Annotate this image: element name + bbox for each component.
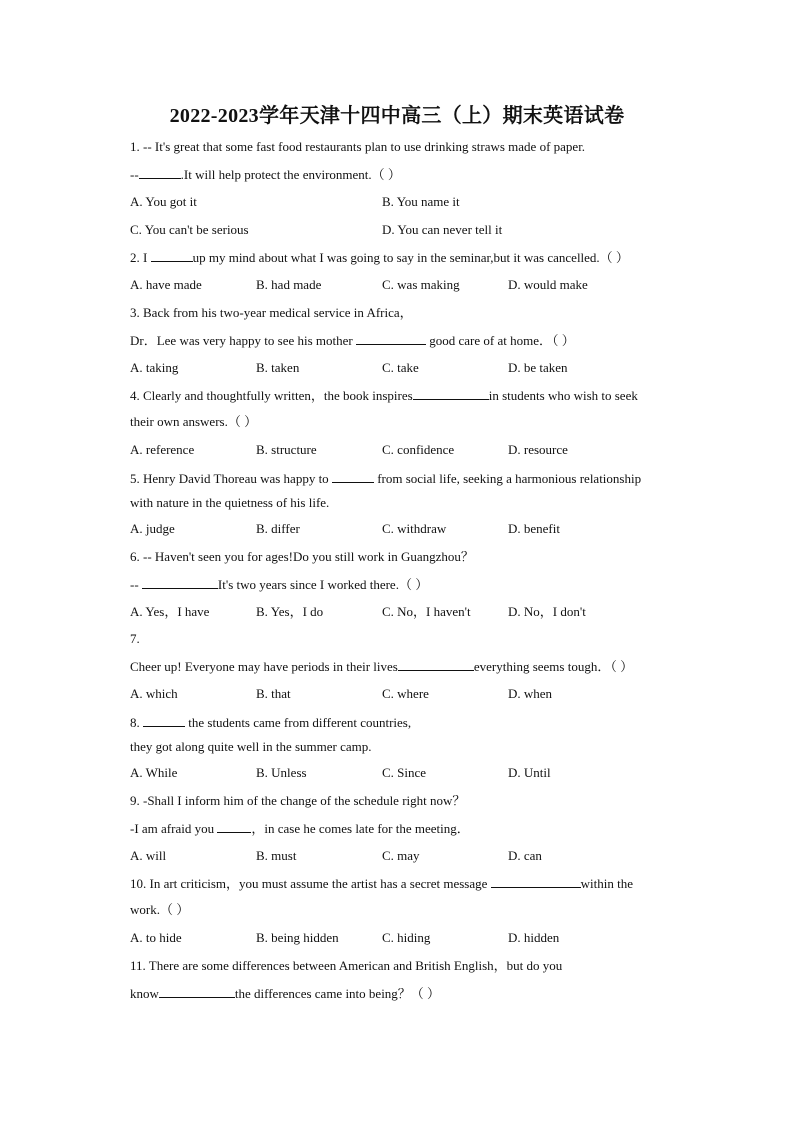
q6-stem-line2: -- It's two years since I worked there.（ ） — [130, 577, 429, 592]
q2-option-b: B. had made — [256, 277, 322, 292]
q7-option-a: A. which — [130, 686, 178, 701]
q5-option-c: C. withdraw — [382, 521, 447, 536]
answer-blank — [398, 658, 474, 671]
q10-option-c: C. hiding — [382, 930, 431, 945]
page-title: 2022-2023学年天津十四中高三（上）期末英语试卷 — [169, 105, 625, 127]
q4-option-d: D. resource — [508, 442, 568, 457]
answer-blank — [332, 470, 374, 483]
answer-blank — [491, 875, 581, 888]
q4-option-c: C. confidence — [382, 442, 455, 457]
q7-stem: Cheer up! Everyone may have periods in their lives everything seems tough．（ ） — [130, 659, 634, 674]
q10-stem-line1: 10. In art criticism，you must assume the artist has a secret message within the — [130, 876, 634, 891]
q8-stem-line2: they got along quite well in the summer camp. — [130, 739, 372, 754]
q9-option-c: C. may — [382, 848, 420, 863]
q9-stem-line1: 9. -Shall I inform him of the change of the schedule right now？ — [130, 793, 466, 808]
q7-option-d: D. when — [508, 686, 553, 701]
q4-stem-line1: 4. Clearly and thoughtfully written，the book inspires in students who wish to seek — [130, 388, 638, 403]
q6-stem-line1: 6. -- Haven't seen you for ages!Do you still work in Guangzhou？ — [130, 549, 474, 564]
q5-stem-line2: with nature in the quietness of his life. — [130, 495, 330, 510]
q7-option-b: B. that — [256, 686, 291, 701]
answer-blank — [159, 985, 235, 998]
q7-option-c: C. where — [382, 686, 429, 701]
q9-option-d: D. can — [508, 848, 542, 863]
q4-stem-line2: their own answers.（ ） — [130, 414, 258, 429]
q2-option-c: C. was making — [382, 277, 460, 292]
answer-blank — [217, 820, 251, 833]
answer-blank — [151, 249, 193, 262]
q2-stem: 2. I up my mind about what I was going to say in the seminar,but it was cancelled.（ ） — [130, 250, 629, 265]
q1-stem-line2: -- .It will help protect the environment.（ ） — [130, 167, 401, 182]
q9-option-b: B. must — [256, 848, 297, 863]
q3-option-a: A. taking — [130, 360, 179, 375]
q6-option-a: A. Yes，I have — [130, 604, 210, 619]
q6-option-b: B. Yes，I do — [256, 604, 324, 619]
q1-option-c: C. You can't be serious — [130, 222, 249, 237]
q11-stem-line2: know the differences came into being？（ ） — [130, 986, 441, 1001]
q8-option-b: B. Unless — [256, 765, 307, 780]
q1-option-d: D. You can never tell it — [382, 222, 503, 237]
q2-option-a: A. have made — [130, 277, 202, 292]
q6-option-d: D. No，I don't — [508, 604, 586, 619]
q7-number: 7. — [130, 631, 140, 646]
q3-stem-line2: Dr．Lee was very happy to see his mother good care of at home．（ ） — [130, 333, 575, 348]
q3-stem-line1: 3. Back from his two-year medical service in Africa， — [130, 305, 413, 320]
q2-option-d: D. would make — [508, 277, 588, 292]
q1-option-a: A. You got it — [130, 194, 197, 209]
q9-stem-line2: -I am afraid you ，in case he comes late for the meeting． — [130, 821, 470, 836]
answer-blank — [142, 576, 218, 589]
q5-stem-line1: 5. Henry David Thoreau was happy to from social life, seeking a harmonious relationship — [130, 471, 642, 486]
q8-stem-line1: 8. the students came from different countries, — [130, 715, 412, 730]
q1-stem-line1: 1. -- It's great that some fast food restaurants plan to use drinking straws made of paper. — [130, 139, 586, 154]
answer-blank — [143, 714, 185, 727]
q3-option-b: B. taken — [256, 360, 300, 375]
q3-option-c: C. take — [382, 360, 419, 375]
q6-option-c: C. No，I haven't — [382, 604, 471, 619]
answer-blank — [139, 166, 181, 179]
q10-option-d: D. hidden — [508, 930, 560, 945]
q8-option-d: D. Until — [508, 765, 551, 780]
q11-stem-line1: 11. There are some differences between American and British English，but do you — [130, 958, 563, 973]
answer-blank — [413, 387, 489, 400]
q5-option-b: B. differ — [256, 521, 300, 536]
q8-option-a: A. While — [130, 765, 178, 780]
q5-option-a: A. judge — [130, 521, 175, 536]
q10-stem-line2: work.（ ） — [130, 902, 190, 917]
q10-option-b: B. being hidden — [256, 930, 339, 945]
answer-blank — [356, 332, 426, 345]
q9-option-a: A. will — [130, 848, 167, 863]
q3-option-d: D. be taken — [508, 360, 568, 375]
q4-option-b: B. structure — [256, 442, 317, 457]
q5-option-d: D. benefit — [508, 521, 560, 536]
q1-option-b: B. You name it — [382, 194, 460, 209]
q10-option-a: A. to hide — [130, 930, 182, 945]
q4-option-a: A. reference — [130, 442, 195, 457]
q8-option-c: C. Since — [382, 765, 427, 780]
